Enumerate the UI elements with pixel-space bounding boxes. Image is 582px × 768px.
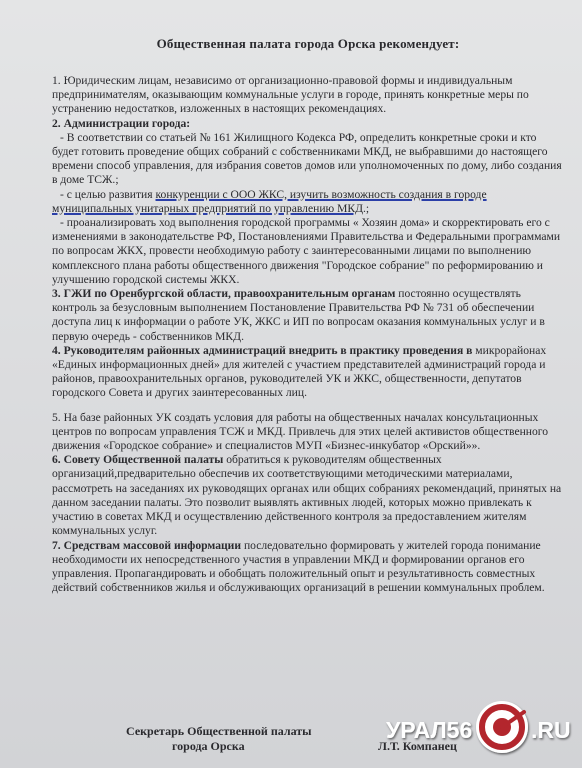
item-4-text: микрорайонах «Единых информационных дней» для жителей с участием представителей администраций города и районов, правоохранительных органов, руководителей УК и ЖКС, общественности, депутатов городского Совета и других заинтересованных лиц.: [52, 343, 547, 400]
item-6: [52, 453, 564, 538]
item-2-point-1: - В соответствии со статьей № 161 Жилищного Кодекса РФ, определить конкретные сроки и кто будет готовить проведение общих собраний с собственниками МКД, не выбравшими до настоящего времени способ управления, для избрания советов домов или уполномоченных по дому, либо создания в доме ТСЖ.;: [52, 130, 562, 187]
item-2-point-2-underlined: конкуренции с ООО ЖКС, изучить возможность создания в городе муниципальных унитарных предприятий по управлению МКД.;: [52, 187, 487, 215]
item-7: [52, 539, 564, 596]
document-body: [52, 36, 564, 595]
watermark-ring-icon: [476, 701, 528, 753]
item-6-text: обратиться к руководителям общественных организаций,предварительно обеспечив их соответствующими методическими материалами, рассмотреть на заседаниях их руководящих органах или общих собраниях рекомендаций, принятых на данном заседании палаты. Это позволит выявлять активных людей, которых можно привлекать к участию в советах МКД и осуществлению действенного контроля за предоставлением жителям коммунальных услуг.: [52, 453, 562, 538]
item-7-heading: 7. Средствам массовой информации: [52, 538, 242, 552]
item-2-point-2: [52, 188, 564, 216]
item-2-point-3: - проанализировать ход выполнения городской программы « Хозяин дома» и скорректировать его с изменениями в законодательстве РФ, Постановлениями Правительства и Федеральными программами по вопросам ЖКХ, провести необходимую работу с заинтересованными лицами по выполнению комплексного плана работы общественного движения "Городское собрание" по реформированию и улучшению городской системы ЖКХ.: [52, 216, 561, 286]
item-2-heading: [52, 117, 564, 131]
item-5: 5. На базе районных УК создать условия для работы на общественных началах консультационных центров по вопросам управления ТСЖ и МКД. Привлечь для этих целей активистов общественного движения «Городское собрание» и специалистов МУП «Бизнес-инкубатор «Орский»».: [52, 410, 549, 453]
item-2-heading-text: 2. Администрации города:: [52, 116, 191, 130]
item-4: [52, 344, 564, 401]
item-3-heading: 3. ГЖИ по Оренбургской области, правоохранительным органам: [52, 287, 396, 301]
item-6-heading: 6. Совету Общественной палаты: [52, 453, 224, 467]
item-1-text: . Юридическим лицам, независимо от организационно-правовой формы и индивидуальным предпринимателям, оказывающим коммунальные услуги в городе, принять конкретные меры по устранению недостатков, изложенных в настоящих рекомендациях.: [52, 74, 529, 116]
item-7-text: последовательно формировать у жителей города понимание необходимости их непосредственного участия в управлении МКД и формировании органов его управления. Пропагандировать и обобщать положительный опыт и результативность совместных действий собственников жилья и обслуживающих организаций в решении коммунальных проблем.: [52, 538, 545, 595]
signature-title-line-2: города Орска: [172, 739, 245, 753]
signature-title-line-1: Секретарь Общественной палаты: [126, 724, 312, 738]
watermark-logo: [384, 694, 580, 760]
item-4-heading: 4. Руководителям районных администраций внедрить в практику проведения в: [52, 343, 473, 357]
watermark-domain-text: .RU: [531, 717, 571, 743]
item-3-text: постоянно осуществлять контроль за безусловным выполнением Постановление Правительства РФ № 731 об обеспечении доступа лиц к информации о работе УК, ЖКС и ИП по вопросам оказания коммунальных услуг и в первую очередь - собственников МКД.: [52, 287, 545, 343]
signature-name: Л.Т. Компанец: [378, 739, 457, 753]
item-2-point-2-plain: - с целью развития: [60, 187, 156, 201]
item-3: [52, 287, 564, 344]
item-1-number: 1: [52, 74, 58, 87]
watermark-brand-text: УРАЛ56: [386, 717, 473, 743]
item-1: [52, 74, 564, 117]
document-title: Общественная палата города Орска рекомендует:: [156, 36, 460, 51]
